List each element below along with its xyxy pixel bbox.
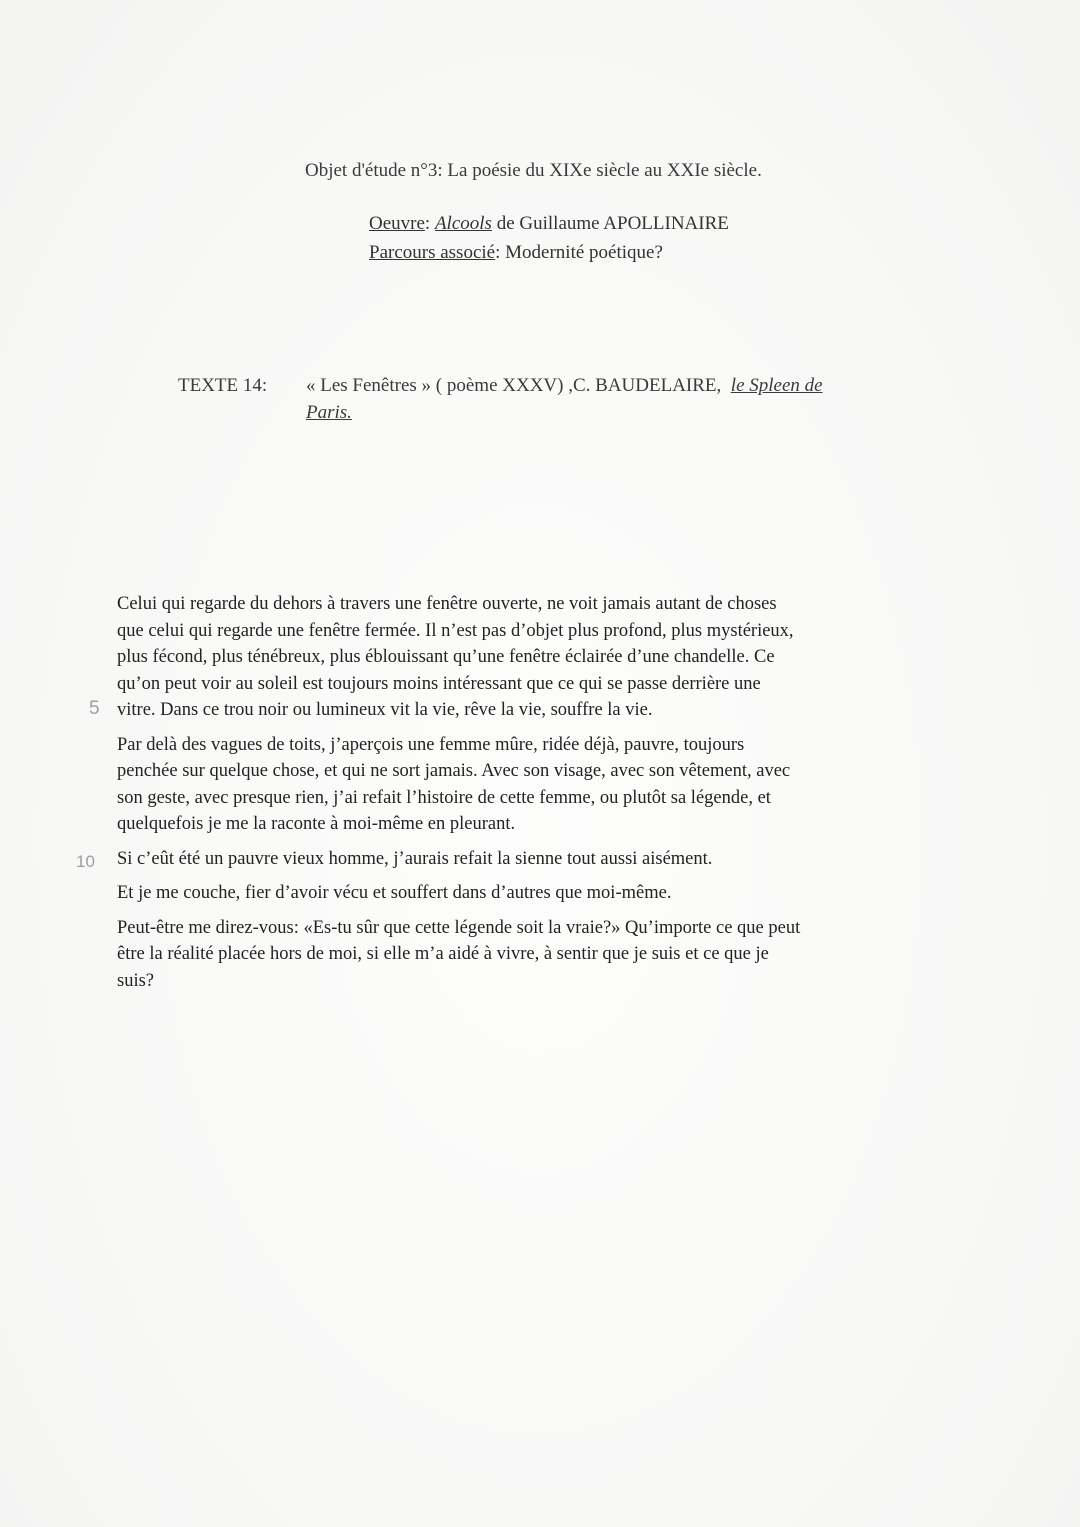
parcours-line bbox=[369, 242, 663, 264]
texte-title bbox=[306, 375, 823, 397]
texte-title-text: « Les Fenêtres » ( poème XXXV) ,C. BAUDELAIRE, bbox=[306, 375, 731, 396]
paragraph-3 bbox=[117, 846, 987, 873]
text-line: Celui qui regarde du dehors à travers une fenêtre ouverte, ne voit jamais autant de choses bbox=[117, 594, 777, 614]
text-line: suis? bbox=[117, 970, 154, 991]
oeuvre-label: Oeuvre bbox=[369, 213, 425, 234]
line-number-5: 5 bbox=[89, 698, 100, 719]
text-line: Par delà des vagues de toits, j’aperçois une femme mûre, ridée déjà, pauvre, toujours bbox=[117, 734, 745, 755]
oeuvre-title: Alcools bbox=[434, 213, 492, 234]
oeuvre-line bbox=[369, 213, 729, 235]
oeuvre-author: de Guillaume APOLLINAIRE bbox=[491, 213, 729, 234]
text-line: plus fécond, plus ténébreux, plus éblouissant qu’une fenêtre éclairée d’une chandelle. Ce bbox=[117, 647, 775, 667]
text-line: quelquefois je me la raconte à moi-même en pleurant. bbox=[117, 814, 516, 834]
texte-source-title: le Spleen de bbox=[730, 375, 823, 396]
text-line: que celui qui regarde une fenêtre fermée. Il n’est pas d’objet plus profond, plus mystérieux, bbox=[117, 620, 794, 641]
paragraph-2 bbox=[117, 732, 987, 838]
objet-etude-heading: Objet d'étude n°3: La poésie du XIXe siècle au XXIe siècle. bbox=[305, 160, 762, 181]
text-line: Et je me couche, fier d’avoir vécu et souffert dans d’autres que moi-même. bbox=[117, 883, 672, 903]
parcours-label: Parcours associé bbox=[369, 242, 496, 263]
text-line: être la réalité placée hors de moi, si elle m’a aidé à vivre, à sentir que je suis et ce que je bbox=[117, 944, 769, 964]
paragraph-1 bbox=[117, 591, 987, 724]
oeuvre-separator: : bbox=[424, 213, 435, 234]
text-line: Si c’eût été un pauvre vieux homme, j’aurais refait la sienne tout aussi aisément. bbox=[117, 848, 713, 869]
text-line: son geste, avec presque rien, j’ai refait l’histoire de cette femme, ou plutôt sa légende, et bbox=[117, 787, 771, 808]
text-line: qu’on peut voir au soleil est toujours moins intéressant que ce qui se passe derrière une bbox=[117, 673, 761, 694]
parcours-value: : Modernité poétique? bbox=[495, 242, 663, 263]
text-line: penchée sur quelque chose, et qui ne sort jamais. Avec son visage, avec son vêtement, avec bbox=[117, 761, 791, 781]
poem-body bbox=[117, 591, 987, 1002]
text-line: Peut-être me direz-vous: «Es-tu sûr que cette légende soit la vraie?» Qu’importe ce que peut bbox=[117, 917, 801, 938]
text-line: vitre. Dans ce trou noir ou lumineux vit la vie, rêve la vie, souffre la vie. bbox=[117, 700, 653, 720]
line-number-10: 10 bbox=[76, 852, 95, 871]
texte-source-title-continued: Paris. bbox=[306, 402, 352, 423]
paragraph-5 bbox=[117, 915, 987, 995]
paragraph-4 bbox=[117, 880, 987, 907]
texte-number: TEXTE 14: bbox=[178, 375, 268, 396]
